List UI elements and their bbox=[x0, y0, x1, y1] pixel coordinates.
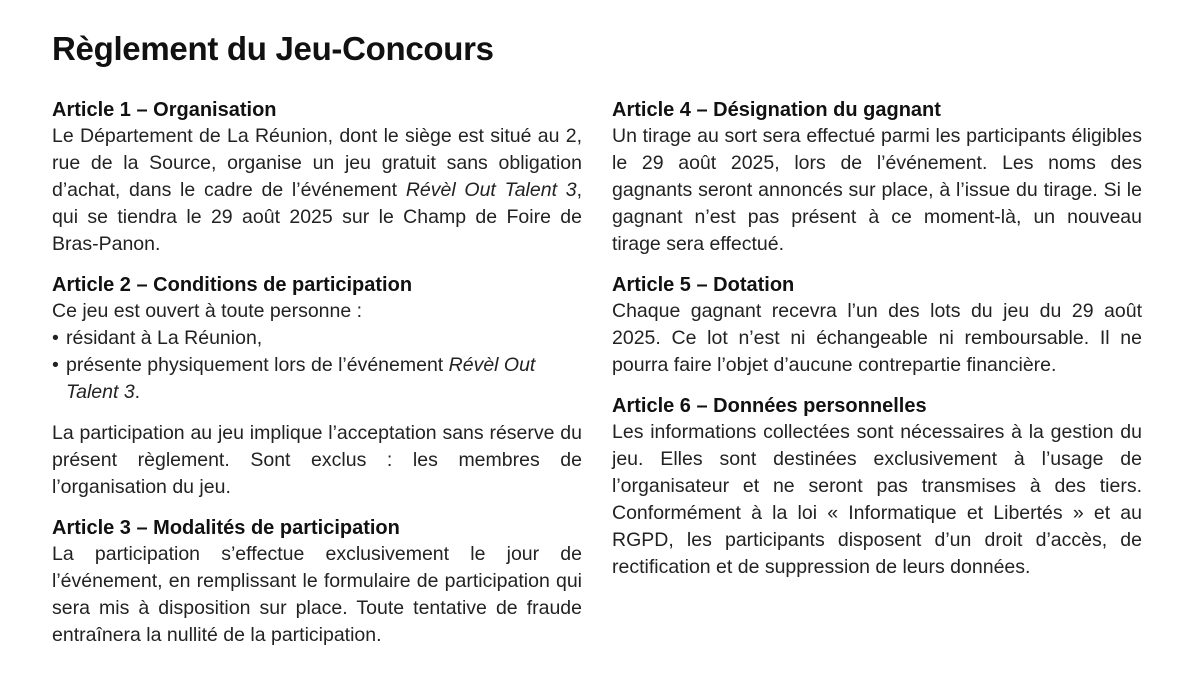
article-1-text-start: Le Département de La Réunion, dont le siège est situé au 2, rue de la Source, organise un jeu gratuit sans obligation d’achat, dans le cadre de l’événement bbox=[52, 125, 582, 201]
article-1-title: Article 1 – Organisation bbox=[52, 99, 277, 121]
article-4 bbox=[612, 97, 1142, 258]
article-1-text-end: , qui se tiendra le 29 août 2025 sur le Champ de Foire de Bras-Panon. bbox=[52, 179, 582, 255]
eligibility-presence-end: . bbox=[134, 381, 141, 403]
article-1 bbox=[52, 97, 582, 258]
article-3 bbox=[52, 515, 582, 649]
article-3-body: La participation s’effectue exclusivement le jour de l’événement, en remplissant le formulaire de participation qui sera mis à disposition sur place. Toute tentative de fraude entraînera la nullité de la participation. bbox=[52, 543, 582, 646]
eligibility-item-residence: • résidant à La Réunion, bbox=[52, 325, 582, 352]
eligibility-presence-text: présente physiquement lors de l’événement bbox=[66, 354, 449, 376]
article-3-title: Article 3 – Modalités de participation bbox=[52, 517, 400, 539]
article-5-title: Article 5 – Dotation bbox=[612, 274, 795, 296]
article-6-body: Les informations collectées sont nécessaires à la gestion du jeu. Elles sont destinées exclusivement à l’usage de l’organisateur et ne seront pas transmises à des tiers. Conformément à la loi « Informatique et Libertés » et au RGPD, les participants disposent d’un droit d’accès, de rectification et de suppression de leurs données. bbox=[612, 421, 1142, 578]
eligibility-list bbox=[52, 325, 582, 406]
article-1-event-name: Révèl Out Talent 3 bbox=[405, 179, 577, 201]
article-4-title: Article 4 – Désignation du gagnant bbox=[612, 99, 941, 121]
article-1-body bbox=[52, 123, 582, 258]
eligibility-event-name: Révèl Out Talent 3 bbox=[66, 354, 536, 403]
article-2-title: Article 2 – Conditions de participation bbox=[52, 274, 413, 296]
article-2-intro: Ce jeu est ouvert à toute personne : bbox=[52, 300, 363, 322]
article-2-body bbox=[52, 298, 582, 501]
article-2-closing: La participation au jeu implique l’acceptation sans réserve du présent règlement. Sont exclus : les membres de l’organisation du jeu. bbox=[52, 422, 582, 498]
eligibility-item-presence bbox=[52, 352, 582, 406]
article-6 bbox=[612, 393, 1142, 581]
page-title: Règlement du Jeu-Concours bbox=[52, 30, 494, 67]
left-column bbox=[52, 97, 582, 663]
article-4-body: Un tirage au sort sera effectué parmi les participants éligibles le 29 août 2025, lors de l’événement. Les noms des gagnants seront annoncés sur place, à l’issue du tirage. Si le gagnant n’est pas présent à ce moment-là, un nouveau tirage sera effectué. bbox=[612, 125, 1142, 255]
article-2 bbox=[52, 272, 582, 501]
right-column bbox=[612, 97, 1142, 595]
article-5 bbox=[612, 272, 1142, 379]
article-6-title: Article 6 – Données personnelles bbox=[612, 395, 927, 417]
article-5-body: Chaque gagnant recevra l’un des lots du jeu du 29 août 2025. Ce lot n’est ni échangeable ni remboursable. Il ne pourra faire l’objet d’aucune contrepartie financière. bbox=[612, 300, 1142, 376]
